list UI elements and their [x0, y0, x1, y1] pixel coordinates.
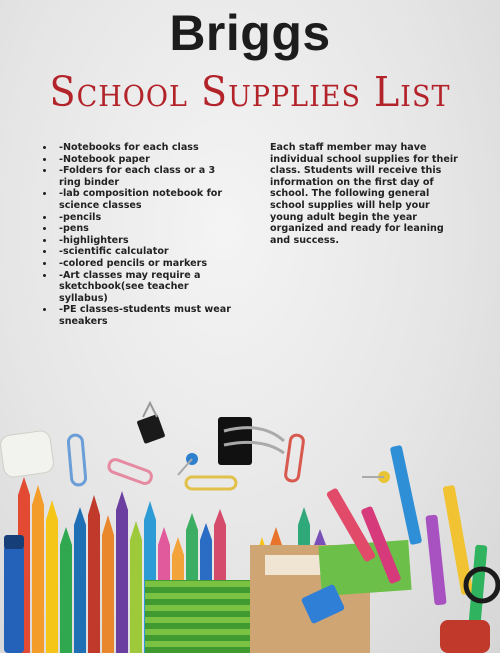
- push-pin-icon: [178, 453, 198, 475]
- list-item: • -pens: [55, 223, 240, 235]
- list-item: • -highlighters: [55, 235, 240, 247]
- list-item: • -pencils: [55, 212, 240, 224]
- paper-clip-icon: [107, 458, 153, 485]
- list-item: • -Notebook paper: [55, 154, 240, 166]
- marker-icon: [4, 535, 24, 653]
- push-pin-icon: [362, 471, 390, 483]
- paper-clip-icon: [285, 434, 304, 481]
- school-supplies-illustration: [0, 395, 500, 653]
- list-item: • -scientific calculator: [55, 246, 240, 258]
- staff-info-paragraph: Each staff member may have individual school supplies for their class. Students will receive this information on the first day of school. The following general school supplies will help your young adult begin the year organized and ready for leaning and success.: [270, 142, 458, 246]
- list-item: • -colored pencils or markers: [55, 258, 240, 270]
- paper-clip-icon: [186, 477, 236, 489]
- list-item: • -Art classes may require a sketchbook(see teacher syllabus): [55, 270, 240, 305]
- binder-clip-icon: [218, 417, 284, 465]
- list-item: • -PE classes-students must wear sneakers: [55, 304, 240, 327]
- supplies-list: [40, 142, 240, 328]
- binder-clip-icon: [137, 403, 166, 444]
- page-subtitle: School Supplies List: [49, 68, 451, 116]
- list-item: • -Folders for each class or a 3 ring binder: [55, 165, 240, 188]
- eraser-icon: [0, 430, 55, 479]
- list-item: • -Notebooks for each class: [55, 142, 240, 154]
- list-item: • -lab composition notebook for science classes: [55, 188, 240, 211]
- page-title: Briggs: [169, 5, 331, 61]
- sharpener-icon: [440, 620, 490, 653]
- paper-clip-icon: [68, 434, 86, 485]
